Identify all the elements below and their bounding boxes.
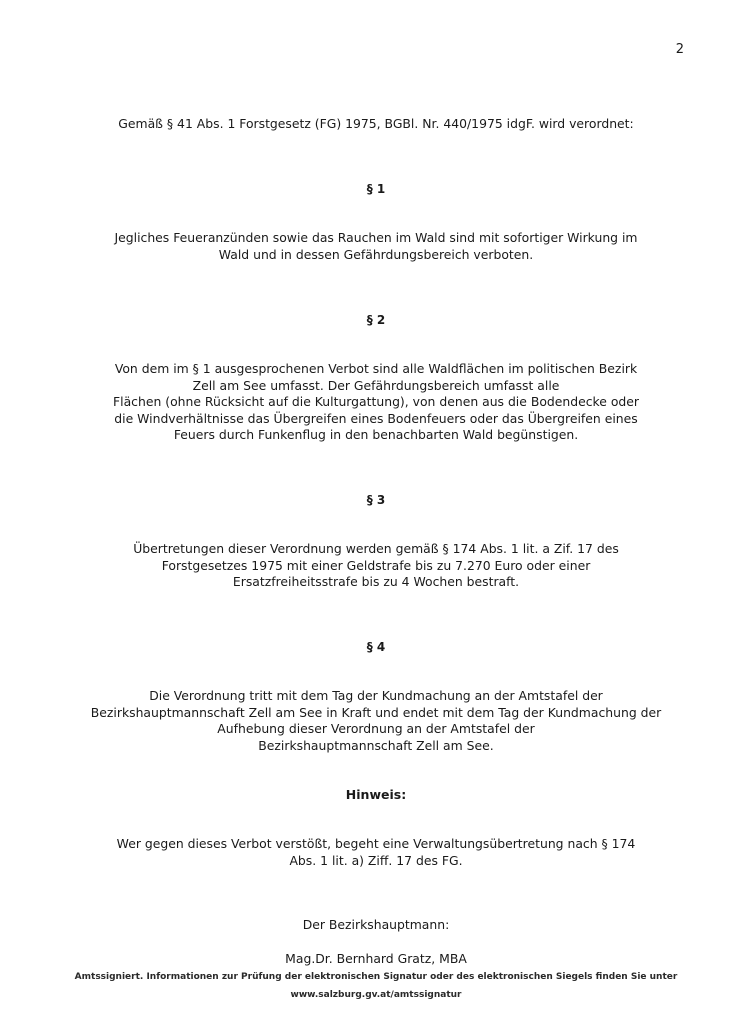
hinweis-body [80,836,672,869]
section-4-line: Bezirkshauptmannschaft Zell am See in Kraft und endet mit dem Tag der Kundmachung der [90,704,662,720]
hinweis-line: Wer gegen dieses Verbot verstößt, begeht eine Verwaltungsübertretung nach § 174 [116,836,636,851]
footer-signature-note [60,968,692,1004]
section-3-line: Ersatzfreiheitsstrafe bis zu 4 Wochen bestraft. [232,574,520,589]
section-2-line: Feuers durch Funkenflug in den benachbarten Wald begünstigen. [173,427,579,442]
page-number: 2 [675,42,684,57]
section-3-body [80,541,672,591]
hinweis-line: Abs. 1 lit. a) Ziff. 17 des FG. [289,852,463,868]
section-3-line: Forstgesetzes 1975 mit einer Geldstrafe bis zu 7.270 Euro oder einer [161,557,591,573]
section-4-line: Die Verordnung tritt mit dem Tag der Kundmachung an der Amtstafel der [149,688,603,703]
section-4-body [80,688,672,754]
section-1-line: Jegliches Feueranzünden sowie das Rauchen im Wald sind mit sofortiger Wirkung im [114,230,638,245]
footer-line: Amtssigniert. Informationen zur Prüfung der elektronischen Signatur oder des elektronischen Siegels finden Sie unter [74,972,678,982]
section-2-heading: § 2 [366,313,386,327]
section-2-line: Von dem im § 1 ausgesprochenen Verbot sind alle Waldflächen im politischen Bezirk [114,361,638,376]
section-2-line: die Windverhältnisse das Übergreifen eines Bodenfeuers oder das Übergreifen eines [114,410,638,426]
section-4-heading: § 4 [366,640,386,654]
section-3-heading: § 3 [366,493,386,507]
signature-title: Der Bezirkshauptmann: [302,917,450,932]
section-3-line: Übertretungen dieser Verordnung werden gemäß § 174 Abs. 1 lit. a Zif. 17 des [133,541,619,556]
section-1-body [80,230,672,263]
intro-text [80,116,672,133]
section-4-line: Aufhebung dieser Verordnung an der Amtstafel der [217,721,535,736]
signature-name: Mag.Dr. Bernhard Gratz, MBA [285,951,467,966]
footer-link[interactable]: www.salzburg.gv.at/amtssignatur [290,990,462,1000]
section-1-line: Wald und in dessen Gefährdungsbereich verboten. [218,246,534,262]
section-2-line: Zell am See umfasst. Der Gefährdungsbereich umfasst alle [192,377,560,393]
hinweis-heading: Hinweis: [345,787,407,802]
intro-line: Gemäß § 41 Abs. 1 Forstgesetz (FG) 1975, BGBl. Nr. 440/1975 idgF. wird verordnet: [118,116,634,131]
section-2-line: Flächen (ohne Rücksicht auf die Kulturgattung), von denen aus die Bodendecke oder [113,394,639,409]
section-2-body [80,361,672,444]
section-1-heading: § 1 [366,182,386,196]
section-4-line: Bezirkshauptmannschaft Zell am See. [258,737,494,753]
